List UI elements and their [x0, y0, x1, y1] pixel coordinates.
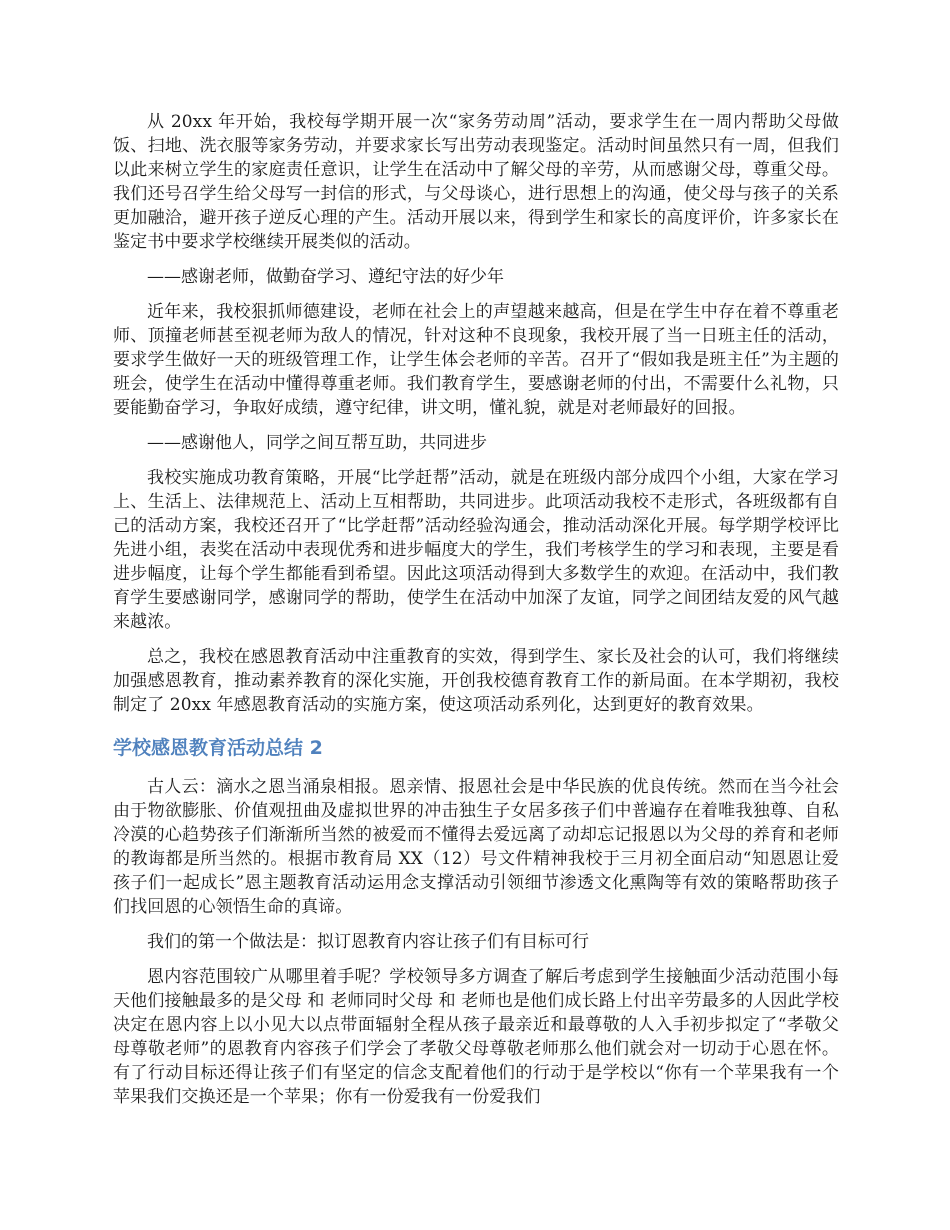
section-heading: 学校感恩教育活动总结 2	[113, 737, 323, 759]
paragraph-peer-help: 我校实施成功教育策略，开展“比学赶帮”活动，就是在班级内部分成四个小组，大家在学习上、生活上、法律规范上、活动上互相帮助，共同进步。此项活动我校不走形式，各班级都有自己的活动方案，我校还召开了“比学赶帮”活动经验沟通会，推动活动深化开展。每学期学校评比先进小组，表奖在活动中表现优秀和进步幅度大的学生，我们考核学生的学习和表现，主要是看进步幅度，让每个学生都能看到希望。因此这项活动得到大多数学生的欢迎。在活动中，我们教育学生要感谢同学，感谢同学的帮助，使学生在活动中加深了友谊，同学之间团结友爱的风气越来越浓。	[113, 468, 839, 632]
paragraph-teacher-ethics: 近年来，我校狠抓师德建设，老师在社会上的声望越来越高，但是在学生中存在着不尊重老师、顶撞老师甚至视老师为敌人的情况，针对这种不良现象，我校开展了当一日班主任的活动，要求学生做好一天的班级管理工作，让学生体会老师的辛苦。召开了“假如我是班主任”为主题的班会，使学生在活动中懂得尊重老师。我们教育学生，要感谢老师的付出，不需要什么礼物，只要能勤奋学习，争取好成绩，遵守纪律，讲文明，懂礼貌，就是对老师最好的回报。	[113, 302, 839, 418]
paragraph-intro-quote: 古人云：滴水之恩当涌泉相报。恩亲情、报恩社会是中华民族的优良传统。然而在当今社会由于物欲膨胀、价值观扭曲及虚拟世界的冲击独生子女居多孩子们中普遍存在着唯我独尊、自私冷漠的心趋势孩子们渐渐所当然的被爱而不懂得去爱远离了动却忘记报恩以为父母的养育和老师的教诲都是所当然的。根据市教育局 XX（12）号文件精神我校于三月初全面启动“知恩恩让爱孩子们一起成长”恩主题教育活动运用念支撑活动引领细节渗透文化熏陶等有效的策略帮助孩子们找回恩的心领悟生命的真谛。	[113, 777, 839, 917]
subheading-thank-teachers: ——感谢老师，做勤奋学习、遵纪守法的好少年	[147, 267, 504, 287]
subheading-thank-others: ——感谢他人，同学之间互帮互助，共同进步	[147, 433, 487, 453]
subheading-first-approach: 我们的第一个做法是：拟订恩教育内容让孩子们有目标可行	[147, 932, 589, 952]
paragraph-housework-week: 从 20xx 年开始，我校每学期开展一次“家务劳动周”活动，要求学生在一周内帮助父母做饭、扫地、洗衣服等家务劳动，并要求家长写出劳动表现鉴定。活动时间虽然只有一周，但我们以此来树立学生的家庭责任意识，让学生在活动中了解父母的辛劳，从而感谢父母，尊重父母。我们还号召学生给父母写一封信的形式，与父母谈心，进行思想上的沟通，使父母与孩子的关系更加融洽，避开孩子逆反心理的产生。活动开展以来，得到学生和家长的高度评价，许多家长在鉴定书中要求学校继续开展类似的活动。	[113, 112, 839, 252]
paragraph-content-scope: 恩内容范围较广从哪里着手呢？学校领导多方调查了解后考虑到学生接触面少活动范围小每天他们接触最多的是父母 和 老师同时父母 和 老师也是他们成长路上付出辛劳最多的人因此学校决定在恩内容上以小见大以点带面辐射全程从孩子最亲近和最尊敬的人入手初步拟定了“孝敬父母尊敬老师”的恩教育内容孩子们学会了孝敬父母尊敬老师那么他们就会对一切动于心恩在怀。有了行动目标还得让孩子们有坚定的信念支配着他们的行动于是学校以“你有一个苹果我有一个苹果我们交换还是一个苹果；你有一份爱我有一份爱我们	[113, 967, 839, 1107]
document-page	[113, 110, 839, 1120]
paragraph-conclusion: 总之，我校在感恩教育活动中注重教育的实效，得到学生、家长及社会的认可，我们将继续加强感恩教育，推动素养教育的深化实施，开创我校德育教育工作的新局面。在本学期初，我校制定了 20xx 年感恩教育活动的实施方案，使这项活动系列化，达到更好的教育效果。	[113, 647, 839, 715]
